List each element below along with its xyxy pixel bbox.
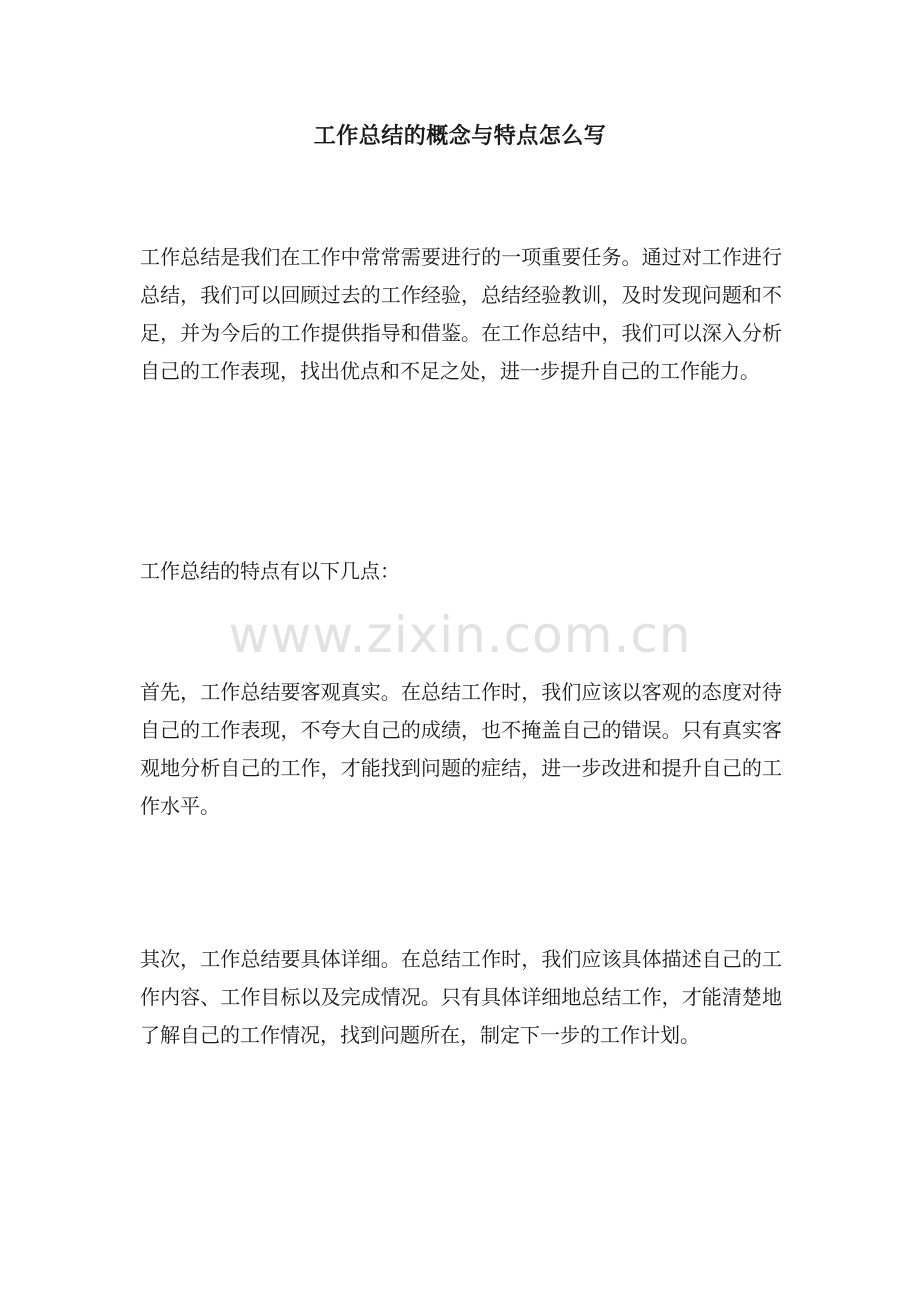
paragraph-intro: 工作总结是我们在工作中常常需要进行的一项重要任务。通过对工作进行总结，我们可以回顾过去的工作经验，总结经验教训，及时发现问题和不足，并为今后的工作提供指导和借鉴。在工作总结中，我们可以深入分析自己的工作表现，找出优点和不足之处，进一步提升自己的工作能力。 (140, 245, 782, 383)
document-title: 工作总结的概念与特点怎么写 (313, 123, 607, 149)
paragraph-second-point: 其次，工作总结要具体详细。在总结工作时，我们应该具体描述自己的工作内容、工作目标以及完成情况。只有具体详细地总结工作，才能清楚地了解自己的工作情况，找到问题所在，制定下一步的工作计划。 (140, 947, 782, 1047)
paragraph-first-point: 首先，工作总结要客观真实。在总结工作时，我们应该以客观的态度对待自己的工作表现，不夸大自己的成绩，也不掩盖自己的错误。只有真实客观地分析自己的工作，才能找到问题的症结，进一步改进和提升自己的工作水平。 (140, 680, 782, 818)
paragraph-features-heading: 工作总结的特点有以下几点： (140, 559, 400, 583)
watermark: www.zixin.com.cn (228, 606, 692, 664)
